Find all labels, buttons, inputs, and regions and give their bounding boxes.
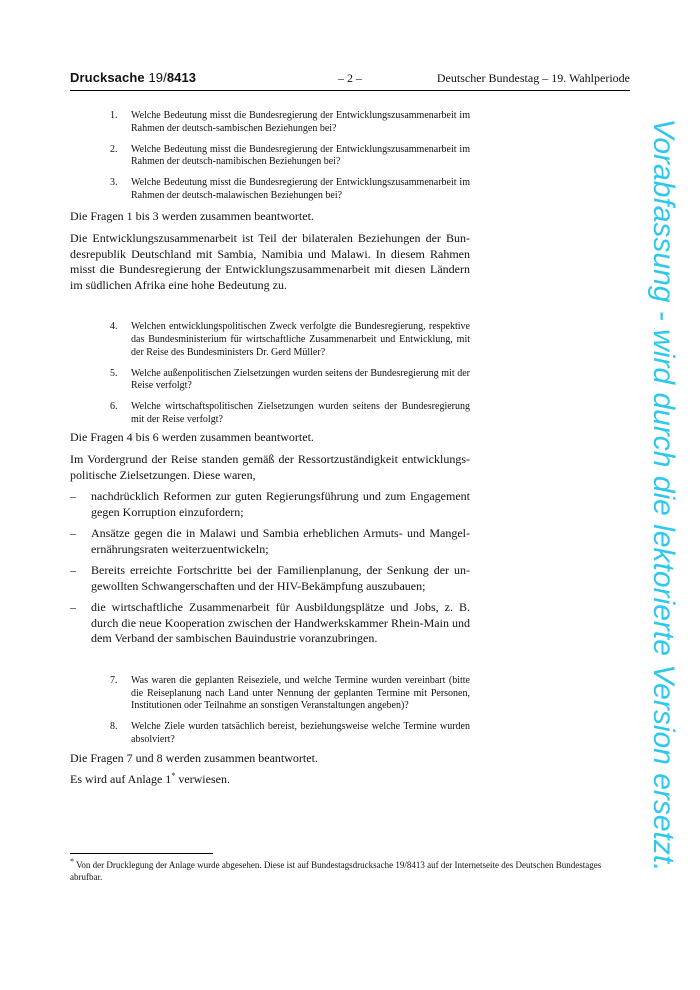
list-item-text: Ansätze gegen die in Malawi und Sambia erheblichen Armuts- und Mangelernährungsraten weiterzuentwickeln;	[91, 526, 470, 556]
list-item	[70, 600, 470, 647]
footnote-mark: *	[70, 857, 74, 866]
answer-intro: Die Fragen 1 bis 3 werden zusammen beantwortet.	[70, 208, 314, 223]
main-content	[70, 110, 470, 796]
question-item	[70, 401, 470, 427]
question-text: Welche außenpolitischen Zielsetzungen wurden seitens der Bundesregierung mit der Reise verfolgt?	[131, 367, 470, 392]
page-number: – 2 –	[338, 71, 362, 85]
answer-intro: Die Fragen 4 bis 6 werden zusammen beantwortet.	[70, 429, 314, 444]
page-header	[70, 70, 630, 91]
question-item	[70, 177, 470, 203]
dash-bullet: –	[70, 600, 76, 615]
question-number: 4.	[110, 321, 118, 333]
answer-paragraph: Im Vordergrund der Reise standen gemäß der Ressortzuständigkeit entwicklungspolitische Zielsetzungen. Diese waren,	[70, 452, 470, 482]
question-item	[70, 144, 470, 170]
publisher: Deutscher Bundestag – 19. Wahlperiode	[436, 71, 630, 85]
question-block-1	[70, 110, 470, 203]
question-text: Welche Bedeutung misst die Bundesregierung der Entwicklungszusammenarbeit im Rahmen der deutsch-sambischen Beziehungen bei?	[131, 110, 470, 134]
question-text: Welche Ziele wurden tatsächlich bereist, beziehungsweise welche Termine wurden absolviert?	[131, 721, 470, 746]
question-text: Welchen entwicklungspolitischen Zweck verfolgte die Bundesregierung, respektive das Bundesministerium für wirtschaftliche Zusammenarbeit und Entwicklung, mit der Reise des Bundesministers Dr. Gerd Müller?	[131, 321, 470, 358]
footnote-marker: *	[171, 771, 176, 781]
question-text: Welche wirtschaftspolitischen Zielsetzungen wurden seitens der Bundesregierung mit der Reise verfolgt?	[131, 401, 470, 426]
dash-bullet: –	[70, 526, 76, 541]
doc-number-bold: 8413	[166, 70, 197, 85]
list-item-text: Bereits erreichte Fortschritte bei der Familienplanung, der Senkung der ungewollten Schwangerschaften und der HIV-Bekämpfung auszubauen;	[91, 563, 470, 593]
answer-paragraph: Die Entwicklungszusammenarbeit ist Teil der bilateralen Beziehungen der Bundesrepublik Deutschland mit Sambia, Namibia und Malawi. In diesem Rahmen misst die Bundesregierung der Entwicklungszusammenarbeit mit diesen Ländern im südlichen Afrika eine hohe Bedeutung zu.	[70, 231, 470, 292]
question-text: Welche Bedeutung misst die Bundesregierung der Entwicklungszusammenarbeit im Rahmen der deutsch-malawischen Beziehungen bei?	[131, 177, 470, 201]
footnote	[70, 857, 618, 883]
draft-watermark: Vorabfassung - wird durch die lektorierte Version ersetzt.	[647, 118, 680, 872]
annex-reference-tail: verwiesen.	[175, 772, 230, 787]
answer-intro: Die Fragen 7 und 8 werden zusammen beantwortet.	[70, 750, 318, 765]
list-item	[70, 526, 470, 557]
question-text: Was waren die geplanten Reiseziele, und welche Termine wurden vereinbart (bitte die Reiseplanung nach Land unter Nennung der geplanten Termine mit Personen, Institutionen oder Teilnahme an sonstigen Veranstaltungen angeben)?	[131, 674, 470, 712]
question-number: 2.	[110, 143, 118, 155]
question-item	[70, 110, 470, 136]
question-number: 1.	[110, 110, 118, 121]
dash-bullet: –	[70, 489, 76, 504]
question-number: 6.	[110, 401, 118, 413]
question-number: 7.	[110, 674, 118, 686]
list-item-text: nachdrücklich Reformen zur guten Regierungsführung und zum Engagement gegen Korruption einzufordern;	[91, 489, 470, 519]
list-item	[70, 563, 470, 594]
question-text: Welche Bedeutung misst die Bundesregierung der Entwicklungszusammenarbeit im Rahmen der deutsch-namibischen Beziehungen bei?	[131, 143, 470, 168]
question-number: 5.	[110, 367, 118, 379]
annex-reference	[70, 772, 470, 788]
doc-prefix: 19/	[148, 70, 167, 85]
dash-bullet: –	[70, 563, 76, 578]
question-item	[70, 721, 470, 747]
question-number: 8.	[110, 721, 118, 733]
annex-reference-text: Es wird auf Anlage 1	[70, 772, 172, 787]
goals-list	[70, 489, 470, 647]
footnote-divider	[70, 853, 213, 854]
question-block-3	[70, 675, 470, 747]
question-block-2	[70, 321, 470, 427]
question-number: 3.	[110, 177, 118, 189]
question-item	[70, 321, 470, 359]
footnote-text: Von der Drucklegung der Anlage wurde abgesehen. Diese ist auf Bundestagsdrucksache 19/8413 auf der Internetseite des Deutschen Bundestages abrufbar.	[70, 860, 602, 882]
question-item	[70, 368, 470, 394]
doc-label: Drucksache	[70, 70, 145, 85]
list-item	[70, 489, 470, 520]
question-item	[70, 675, 470, 713]
list-item-text: die wirtschaftliche Zusammenarbeit für Ausbildungsplätze und Jobs, z. B. durch die neue Kooperation zwischen der Handwerkskammer Rhein-Main und dem Verband der sambischen Bauindustrie voranzubringen.	[91, 600, 470, 646]
